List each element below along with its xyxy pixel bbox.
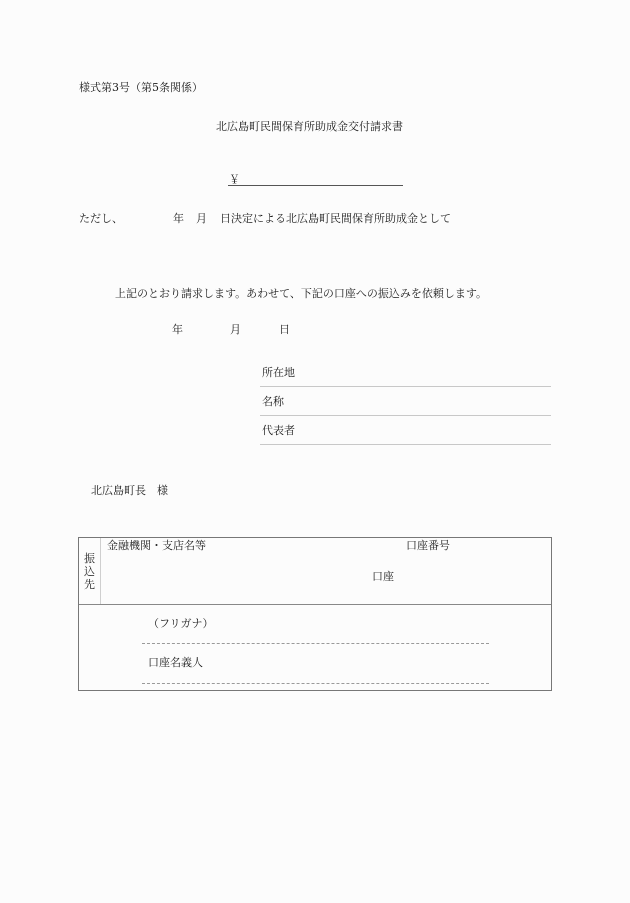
bank-branch-label: 金融機関・支店名等 <box>107 539 206 552</box>
representative-label: 代表者 <box>262 424 295 437</box>
date-day-label: 日 <box>279 323 290 336</box>
account-holder-label: 口座名義人 <box>148 656 203 669</box>
name-underline <box>260 415 551 416</box>
representative-underline <box>260 444 551 445</box>
furigana-dotted-line <box>142 643 489 644</box>
address-label: 所在地 <box>262 366 295 379</box>
proviso-text: 日決定による北広島町民間保育所助成金として <box>220 212 451 225</box>
proviso-month-label: 月 <box>196 212 207 225</box>
addressee: 北広島町長 様 <box>91 484 168 497</box>
form-number: 様式第3号（第5条関係） <box>79 81 203 94</box>
account-type-label: 口座 <box>372 570 394 583</box>
request-statement: 上記のとおり請求します。あわせて、下記の口座への振込みを依頼します。 <box>115 287 488 300</box>
date-month-label: 月 <box>230 323 241 336</box>
amount-underline <box>228 185 403 186</box>
name-label: 名称 <box>262 395 284 408</box>
account-number-label: 口座番号 <box>406 539 450 552</box>
document-title: 北広島町民間保育所助成金交付請求書 <box>216 120 403 133</box>
bank-transfer-table <box>78 537 552 691</box>
yen-symbol: ￥ <box>229 173 240 186</box>
account-holder-dotted-line <box>142 683 489 684</box>
transfer-destination-cell <box>79 538 101 604</box>
date-year-label: 年 <box>172 323 183 336</box>
transfer-destination-label: 振込先 <box>84 552 95 591</box>
proviso-prefix: ただし、 <box>79 212 123 225</box>
proviso-year-label: 年 <box>173 212 184 225</box>
address-underline <box>260 386 551 387</box>
bank-info-row <box>79 538 551 605</box>
furigana-label: （フリガナ） <box>148 617 214 630</box>
